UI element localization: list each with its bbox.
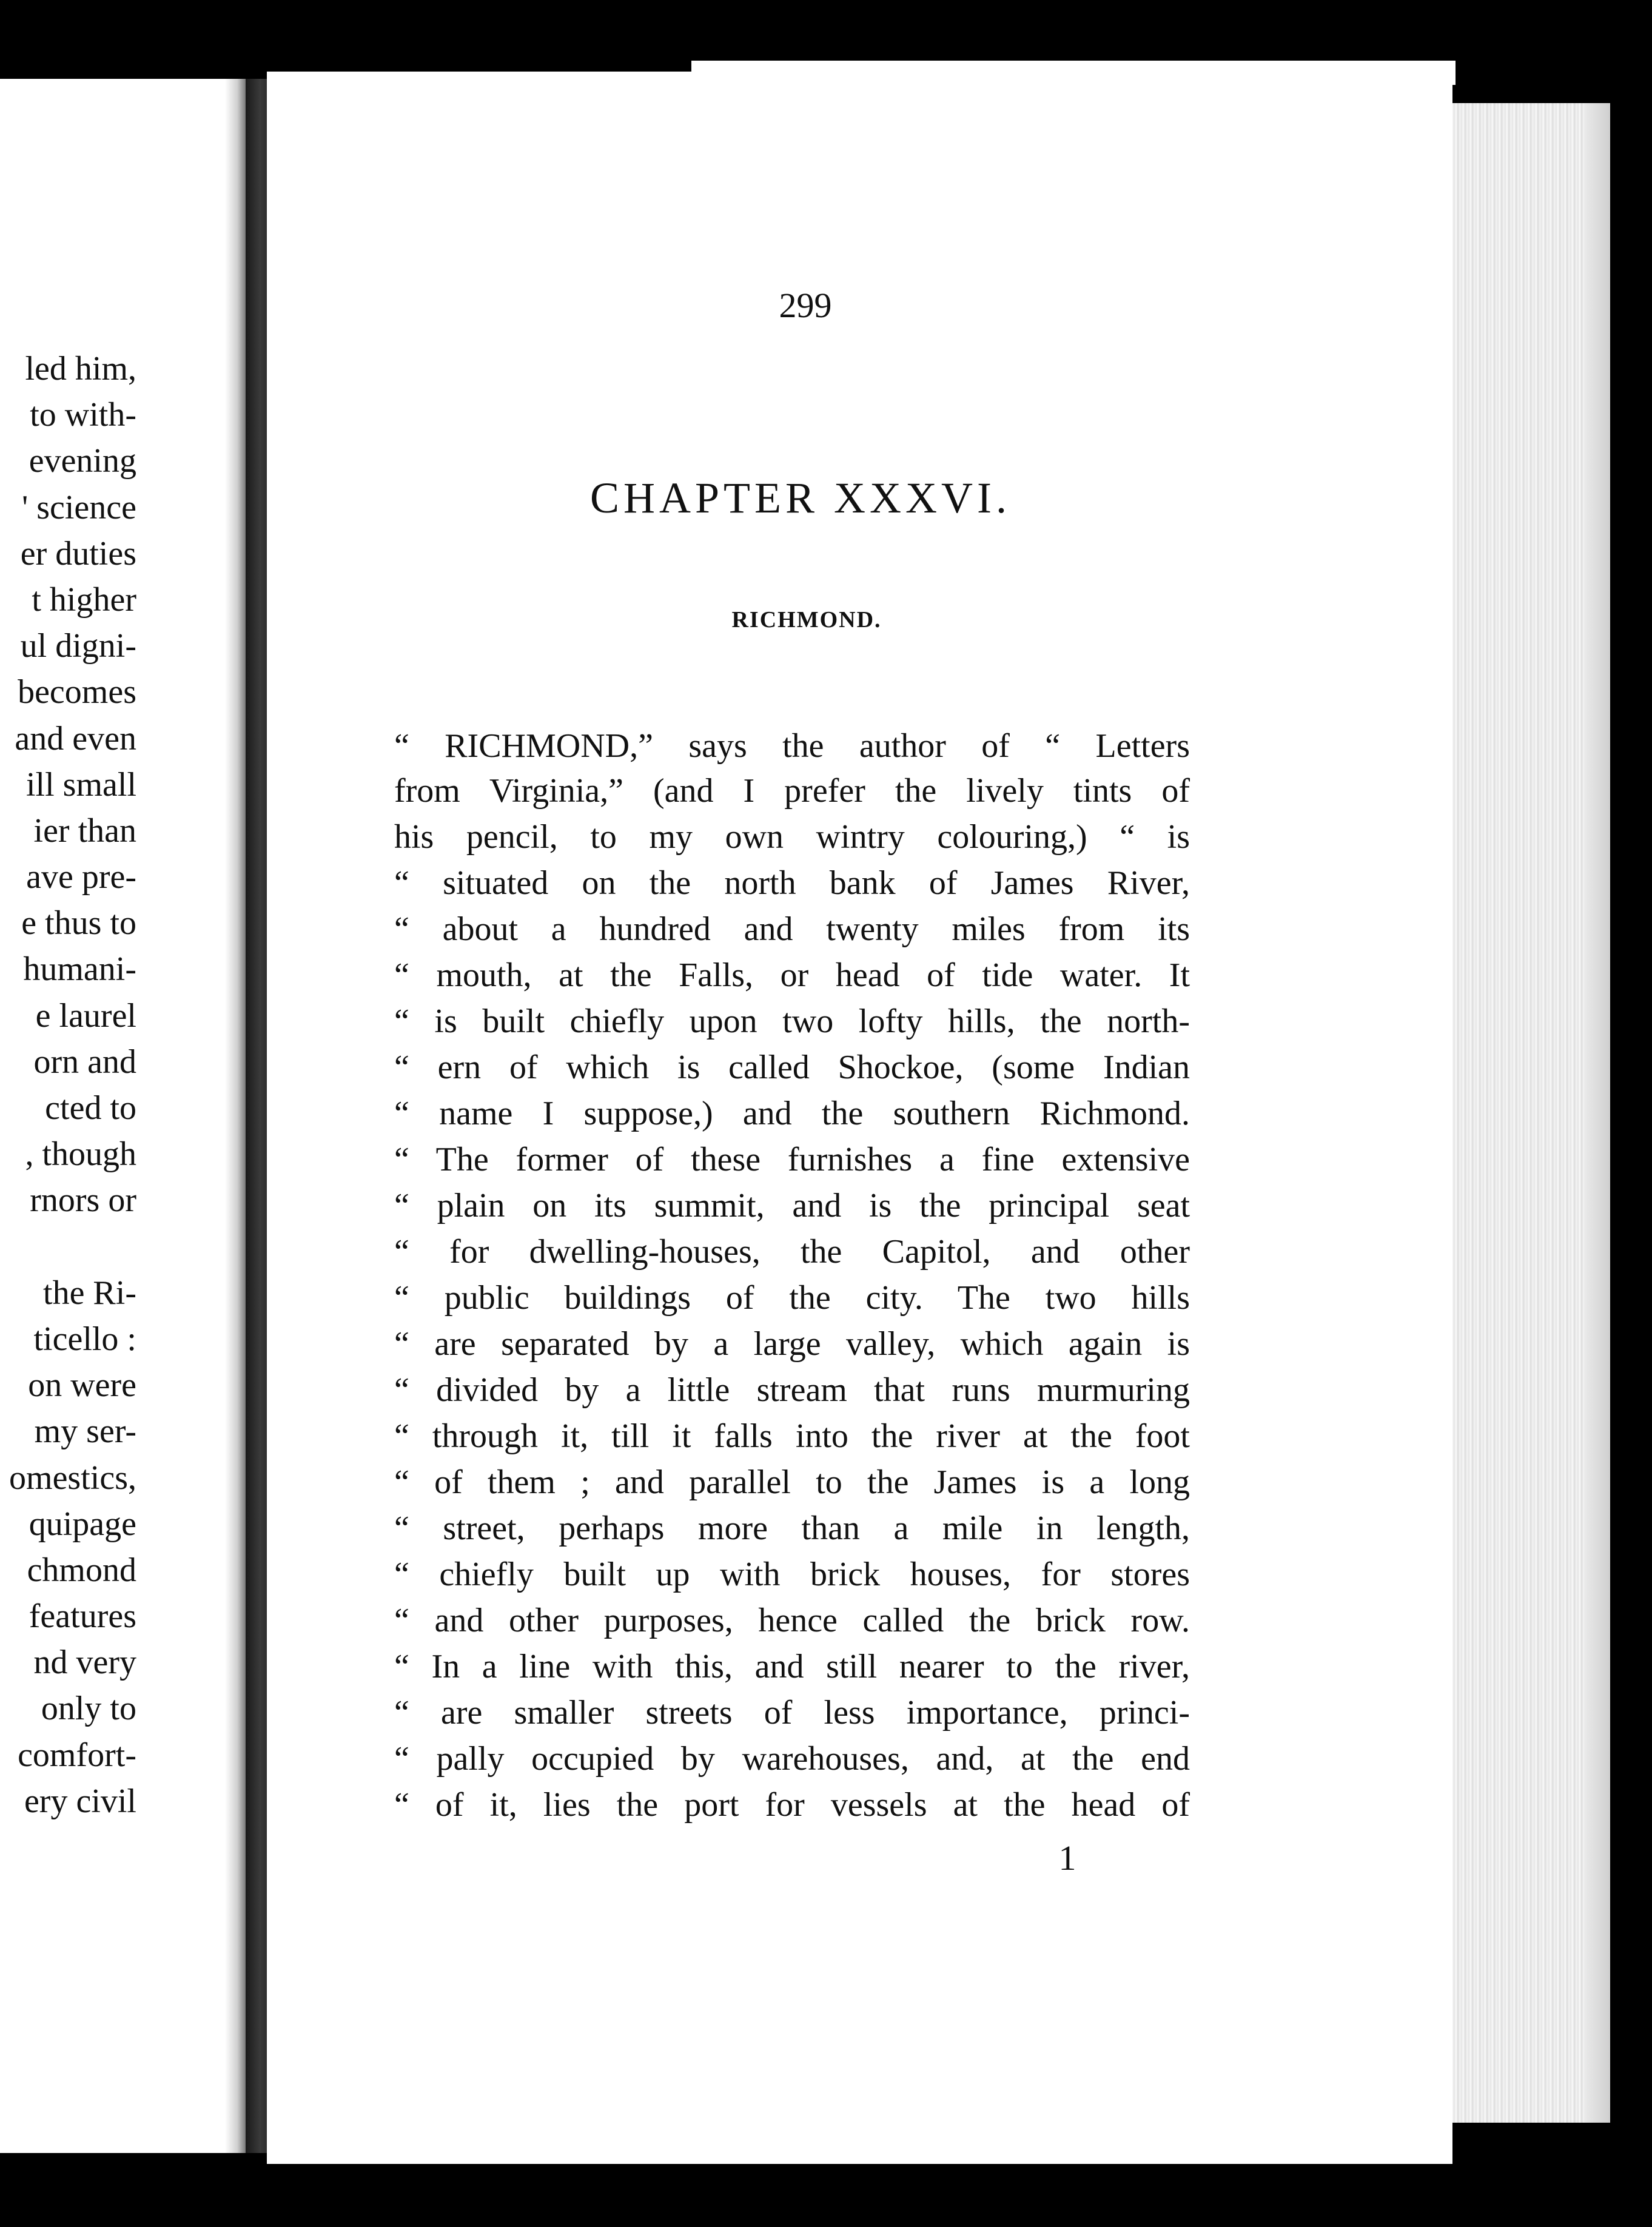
page-number: 299 (779, 286, 832, 325)
body-line: “ and other purposes, hence called the brick row. (394, 1602, 1190, 1639)
body-line: “ mouth, at the Falls, or head of tide water. It (394, 956, 1190, 994)
section-heading: RICHMOND. (731, 607, 882, 633)
body-line: “ In a line with this, and still nearer to the river, (394, 1648, 1190, 1685)
left-page-line: led him, (25, 350, 136, 388)
left-page-line: t higher (32, 580, 136, 619)
body-text (394, 716, 1190, 1828)
body-line: “ are separated by a large valley, which again is (394, 1325, 1190, 1363)
left-page-line: features (29, 1597, 136, 1636)
page-top-edge (691, 61, 1456, 85)
chapter-title: CHAPTER XXXVI. (589, 474, 1011, 522)
left-page-line: , though (25, 1135, 136, 1174)
left-page-line: orn and (33, 1043, 136, 1081)
left-page-line: rnors or (30, 1181, 136, 1220)
left-page-line: ier than (33, 811, 136, 850)
left-page-line: and even (15, 719, 136, 757)
left-page-line: my ser- (34, 1412, 136, 1451)
body-line: “ name I suppose,) and the southern Richmond. (394, 1095, 1190, 1132)
left-page-line: nd very (33, 1644, 136, 1682)
left-page-line: e laurel (35, 996, 136, 1035)
body-line: “ for dwelling-houses, the Capitol, and other (394, 1233, 1190, 1271)
page-fore-edge (1452, 103, 1610, 2123)
left-page-line: cted to (45, 1089, 136, 1127)
left-page-line: comfort- (18, 1736, 136, 1774)
body-line: “ public buildings of the city. The two hills (394, 1279, 1190, 1317)
catchword: 1 (1058, 1838, 1076, 1878)
body-line: “ about a hundred and twenty miles from its (394, 910, 1190, 948)
left-page-line: ' science (22, 488, 136, 526)
left-page-line: to with- (30, 396, 136, 434)
left-page-line: on were (28, 1366, 136, 1405)
left-page-line: humani- (23, 950, 136, 989)
left-page-line: ill small (26, 765, 136, 804)
body-line: his pencil, to my own wintry colouring,) “ is (394, 818, 1190, 856)
body-line: “ are smaller streets of less importance, princi- (394, 1694, 1190, 1732)
body-line: “ chiefly built up with brick houses, for stores (394, 1556, 1190, 1593)
left-page-line: only to (41, 1690, 136, 1728)
left-page-line: evening (29, 442, 136, 480)
left-page-gutter-shadow (225, 79, 246, 2153)
body-line: “ of it, lies the port for vessels at the head of (394, 1786, 1190, 1824)
body-line: “ plain on its summit, and is the principal seat (394, 1187, 1190, 1224)
body-line: “ ern of which is called Shockoe, (some Indian (394, 1049, 1190, 1086)
left-page-line: ave pre- (26, 858, 136, 896)
body-line: “ through it, till it falls into the river at the foot (394, 1417, 1190, 1455)
left-page-line (0, 1224, 136, 1270)
left-page-line: becomes (18, 673, 136, 711)
body-line: “ is built chiefly upon two lofty hills, the north- (394, 1003, 1190, 1040)
left-page-line: quipage (29, 1505, 136, 1543)
body-line: “ divided by a little stream that runs murmuring (394, 1371, 1190, 1409)
left-page-line: omestics, (9, 1459, 136, 1497)
left-facing-page (0, 79, 246, 2153)
body-line: “ RICHMOND,” says the author of “ Letters (394, 727, 1190, 765)
body-line: “ pally occupied by warehouses, and, at the end (394, 1740, 1190, 1778)
body-line: “ The former of these furnishes a fine extensive (394, 1141, 1190, 1178)
body-line: “ of them ; and parallel to the James is a long (394, 1463, 1190, 1501)
left-page-line: e thus to (21, 904, 136, 942)
fore-edge-shadow (1586, 103, 1610, 2123)
left-page-line: er duties (20, 534, 136, 573)
body-line: “ street, perhaps more than a mile in length, (394, 1510, 1190, 1547)
left-page-line: ul digni- (20, 627, 136, 665)
left-page-line: the Ri- (43, 1274, 136, 1312)
left-page-line: ery civil (24, 1782, 136, 1820)
body-line: “ situated on the north bank of James River, (394, 864, 1190, 902)
left-page-line: chmond (27, 1551, 136, 1589)
left-page-text (0, 346, 136, 1824)
body-line: from Virginia,” (and I prefer the lively tints of (394, 772, 1190, 810)
left-page-line: ticello : (33, 1320, 136, 1358)
